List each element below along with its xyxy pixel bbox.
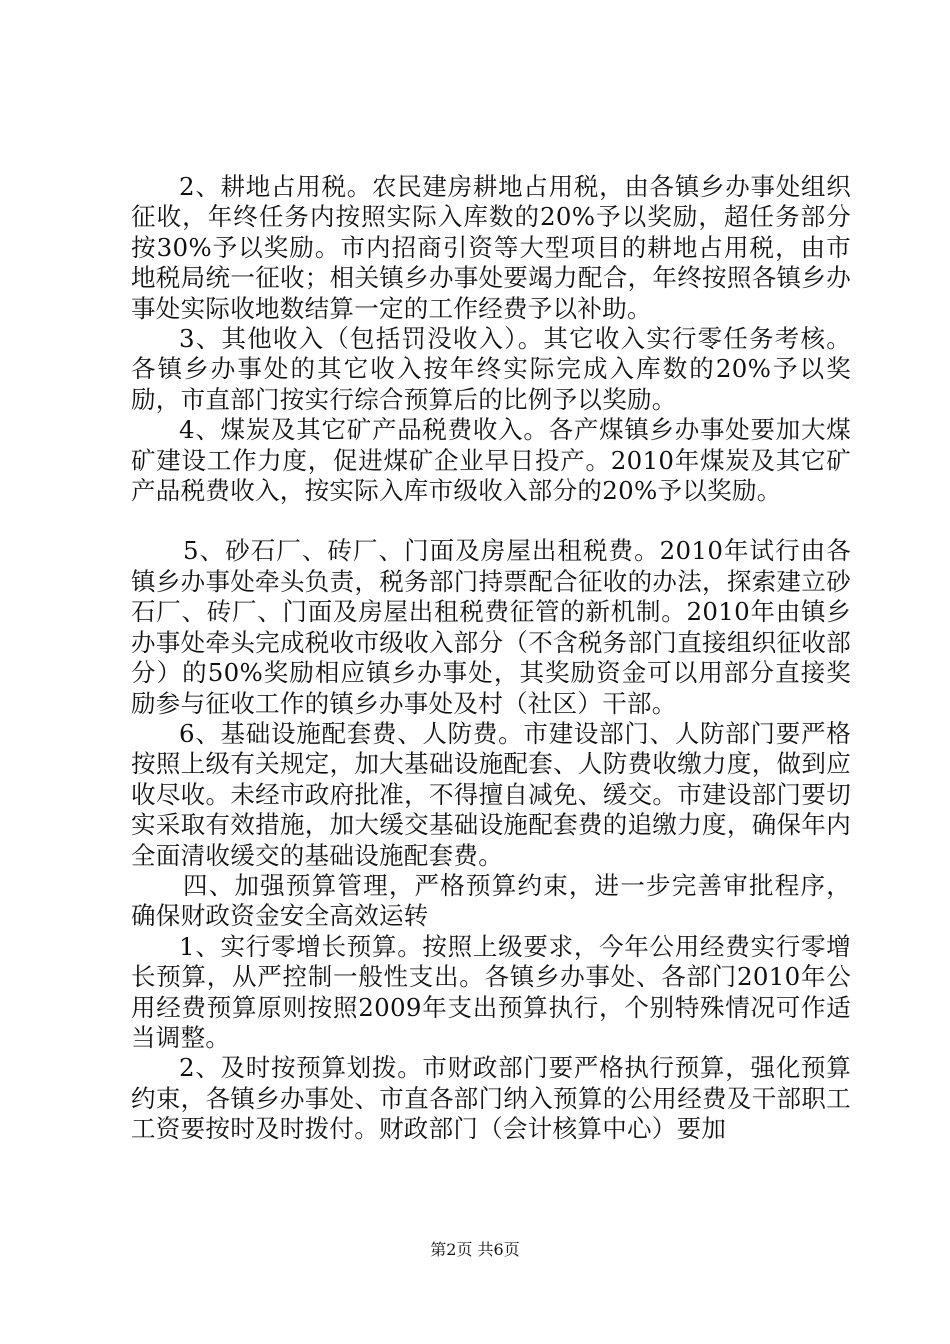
paragraph-coal-mineral: 4、煤炭及其它矿产品税费收入。各产煤镇乡办事处要加大煤矿建设工作力度，促进煤矿企业早日投产。2010年煤炭及其它矿产品税费收入，按实际入库市级收入部分的20%予以奖励。 — [131, 415, 851, 506]
paragraph-gravel-brick-rental: 5、砂石厂、砖厂、门面及房屋出租税费。2010年试行由各镇乡办事处牵头负责，税务部门持票配合征收的办法，探索建立砂石厂、砖厂、门面及房屋出租税费征管的新机制。2010年由镇乡办事处牵头完成税收市级收入部分（不含税务部门直接组织征收部分）的50%奖励相应镇乡办事处，其奖励资金可以用部分直接奖励参与征收工作的镇乡办事处及村（社区）干部。 — [131, 536, 851, 718]
paragraph-farmland-tax: 2、耕地占用税。农民建房耕地占用税，由各镇乡办事处组织征收，年终任务内按照实际入库数的20%予以奖励，超任务部分按30%予以奖励。市内招商引资等大型项目的耕地占用税，由市地税局统一征收；相关镇乡办事处要竭力配合，年终按照各镇乡办事处实际收地数结算一定的工作经费予以补助。 — [131, 172, 851, 323]
paragraph-infrastructure-fees: 6、基础设施配套费、人防费。市建设部门、人防部门要严格按照上级有关规定，加大基础设施配套、人防费收缴力度，做到应收尽收。未经市政府批准，不得擅自减免、缓交。市建设部门要切实采取有效措施，加大缓交基础设施配套费的追缴力度，确保年内全面清收缓交的基础设施配套费。 — [131, 718, 851, 870]
paragraph-other-income: 3、其他收入（包括罚没收入）。其它收入实行零任务考核。各镇乡办事处的其它收入按年终实际完成入库数的20%予以奖励，市直部门按实行综合预算后的比例予以奖励。 — [131, 324, 851, 414]
paragraph-timely-allocation: 2、及时按预算划拨。市财政部门要严格执行预算，强化预算约束，各镇乡办事处、市直各部门纳入预算的公用经费及干部职工工资要按时及时拨付。财政部门（会计核算中心）要加 — [131, 1053, 851, 1144]
document-body — [131, 172, 851, 1145]
section-heading-budget-management: 四、加强预算管理，严格预算约束，进一步完善审批程序，确保财政资金安全高效运转 — [131, 870, 851, 931]
paragraph-zero-growth-budget: 1、实行零增长预算。按照上级要求，今年公用经费实行零增长预算，从严控制一般性支出。各镇乡办事处、各部门2010年公用经费预算原则按照2009年支出预算执行，个别特殊情况可作适当调整。 — [131, 931, 851, 1052]
page-footer: 第2页 共6页 — [430, 1240, 520, 1259]
